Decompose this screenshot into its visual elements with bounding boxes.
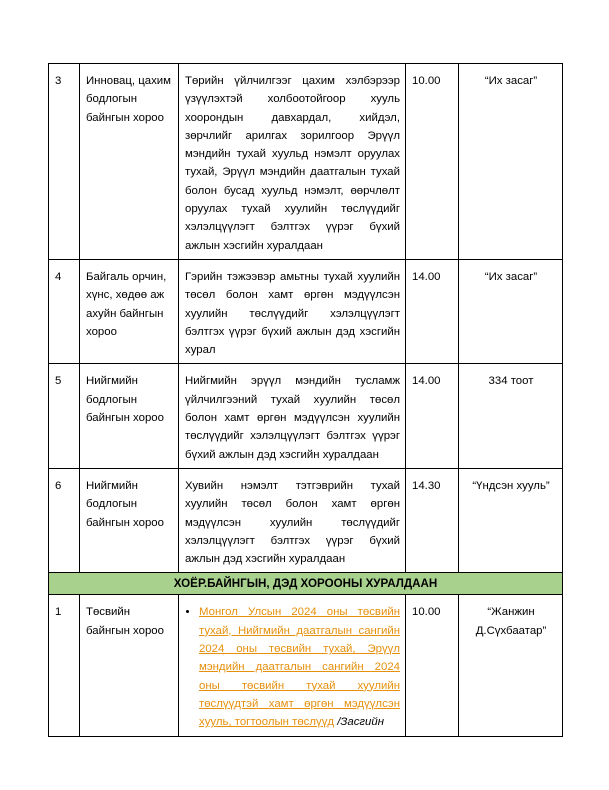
meeting-description: Хувийн нэмэлт тэтгэврийн тухай хуулийн төсөл болон хамт өргөн мэдүүлсэн хуулийн төслүүдийг хэлэлцүүлэгт бэлтгэх үүрэг бүхий ажлын дэд хэсгийн хуралдаан — [179, 468, 406, 572]
meeting-room: “Үндсэн хууль” — [459, 468, 563, 572]
committee-name: Төсвийн байнгын хороо — [80, 595, 179, 736]
meeting-agenda — [179, 595, 406, 736]
committee-name: Нийгмийн бодлогын байнгын хороо — [80, 364, 179, 468]
meeting-time: 14.30 — [406, 468, 459, 572]
section-header-row — [49, 573, 563, 595]
table-row — [49, 468, 563, 572]
row-number: 1 — [49, 595, 80, 736]
meeting-time: 14.00 — [406, 364, 459, 468]
schedule-table — [48, 63, 563, 737]
committee-name: Байгаль орчин, хүнс, хөдөө аж ахуйн байнгын хороо — [80, 259, 179, 363]
meeting-room: “Их засаг” — [459, 64, 563, 260]
row-number: 4 — [49, 259, 80, 363]
agenda-link[interactable]: Монгол Улсын 2024 оны төсвийн тухай, Нийгмийн даатгалын сангийн 2024 оны төсвийн тухай, Эрүүл мэндийн даатгалын сангийн 2024 оны төсвийн тухай хуулийн төслүүдтэй хамт өргөн мэдүүлсэн хууль, тогтоолын төслүүд — [199, 606, 400, 729]
row-number: 6 — [49, 468, 80, 572]
row-number: 3 — [49, 64, 80, 260]
meeting-room: 334 тоот — [459, 364, 563, 468]
meeting-time: 10.00 — [406, 64, 459, 260]
agenda-suffix: /Засгийн — [334, 716, 384, 729]
row-number: 5 — [49, 364, 80, 468]
meeting-description: Төрийн үйлчилгээг цахим хэлбэрээр үзүүлэхтэй холбоотойгоор хууль хоорондын давхардал, хийдэл, зөрчлийг арилгах зорилгоор Эрүүл мэндийн тухай хуульд нэмэлт оруулах тухай, Эрүүл мэндийн даатгалын тухай болон бусад хуульд нэмэлт, өөрчлөлт оруулах тухай хуулийн төслүүдийг хэлэлцүүлэгт бэлтгэх үүрэг бүхий ажлын хэсгийн хуралдаан — [179, 64, 406, 260]
table-row — [49, 259, 563, 363]
table-row — [49, 595, 563, 736]
meeting-time: 10.00 — [406, 595, 459, 736]
meeting-description: Гэрийн тэжээвэр амьтны тухай хуулийн төсөл болон хамт өргөн мэдүүлсэн хуулийн төслүүдийг хэлэлцүүлэгт бэлтгэх үүрэг бүхий ажлын дэд хэсгийн хурал — [179, 259, 406, 363]
table-row — [49, 64, 563, 260]
table-row — [49, 364, 563, 468]
agenda-list — [185, 603, 400, 731]
meeting-room: “Жанжин Д.Сүхбаатар” — [459, 595, 563, 736]
committee-name: Инновац, цахим бодлогын байнгын хороо — [80, 64, 179, 260]
agenda-item — [199, 603, 400, 731]
committee-name: Нийгмийн бодлогын байнгын хороо — [80, 468, 179, 572]
meeting-description: Нийгмийн эрүүл мэндийн тусламж үйлчилгээний тухай хуулийн төсөл болон хамт өргөн мэдүүлсэн хуулийн төслүүдийг хэлэлцүүлэгт бэлтгэх үүрэг бүхий ажлын дэд хэсгийн хуралдаан — [179, 364, 406, 468]
section-title: ХОЁР.БАЙНГЫН, ДЭД ХОРООНЫ ХУРАЛДААН — [49, 573, 563, 595]
meeting-time: 14.00 — [406, 259, 459, 363]
meeting-room: “Их засаг” — [459, 259, 563, 363]
